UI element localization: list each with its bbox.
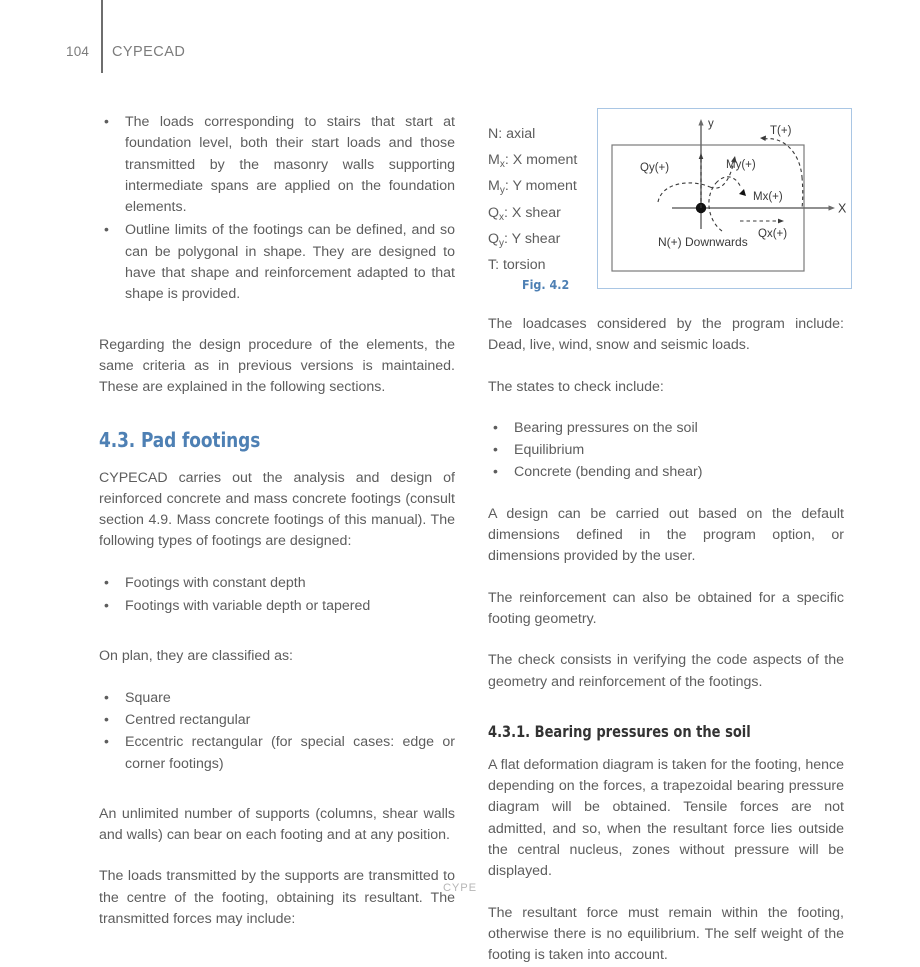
page-number: 104 (66, 44, 90, 59)
paragraph-flat-deformation: A flat deformation diagram is taken for the footing, hence depending on the forces, a trapezoidal bearing pressure diagram will be obtained. Tensile forces are not admitted, and so, when the resultant force lies outside the central nucleus, zones without pressure will be displayed. (488, 756, 844, 880)
t-arrowhead (760, 136, 766, 142)
list-item: • Footings with variable depth or tapered (99, 596, 455, 617)
annotation-my: My(+) (726, 159, 756, 171)
mx-arrowhead (739, 189, 746, 196)
list-item: • Square (99, 688, 455, 709)
legend-text: : X shear (504, 204, 561, 221)
paragraph-design-procedure: Regarding the design procedure of the elements, the same criteria as in previous versions is maintained. These are explained in the following sections. (99, 336, 455, 396)
states-to-check-list (488, 418, 844, 484)
heading-pad-footings: 4.3. Pad footings (99, 427, 261, 452)
list-item: • Outline limits of the footings can be defined, and so can be polygonal in shape. They are designed to have that shape and reinforcement adapted to that shape is provided. (99, 220, 455, 305)
legend-subscript: x (499, 211, 505, 223)
page-header (0, 0, 920, 80)
legend-item-t (488, 253, 593, 279)
legend-item-qx (488, 201, 593, 227)
figure-4-2 (597, 108, 852, 289)
mx-arc-lower (709, 183, 722, 231)
spacer (99, 637, 455, 646)
x-axis-label: X (838, 201, 847, 216)
t-arc-lower (802, 177, 803, 208)
annotation-t: T(+) (770, 125, 792, 137)
legend-subscript: y (499, 237, 505, 249)
loads-bullet-list (99, 112, 455, 306)
left-column (99, 112, 455, 930)
paragraph-states-intro: The states to check include: (488, 378, 664, 395)
list-item: • The loads corresponding to stairs that start at foundation level, both their start loads and those transmitted by the masonry walls supporting intermediate spans are applied on the foundation elements. (99, 112, 455, 218)
my-arc-left (658, 183, 710, 202)
figure-legend (488, 122, 593, 279)
paragraph-on-plan: On plan, they are classified as: (99, 648, 293, 665)
annotation-n-downwards: N(+) Downwards (658, 235, 748, 249)
list-item: • Equilibrium (488, 440, 844, 461)
plan-classification-list (99, 688, 455, 775)
legend-item-mx (488, 148, 593, 174)
legend-symbol: M (488, 152, 500, 169)
paragraph-cypecad-analysis: CYPECAD carries out the analysis and design of reinforced concrete and mass concrete footings (consult section 4.9. Mass concrete footings of this manual). The following types of footings are designed: (99, 469, 455, 550)
legend-symbol: M (488, 178, 500, 195)
spacer (488, 713, 844, 722)
legend-item-my (488, 174, 593, 200)
list-item: • Centred rectangular (99, 710, 455, 731)
force-convention-diagram (598, 109, 850, 287)
legend-subscript: y (499, 185, 505, 197)
header-divider-rule (101, 0, 103, 73)
y-axis-arrowhead (698, 119, 703, 126)
legend-symbol: N (488, 126, 499, 142)
paragraph-check-code: The check consists in verifying the code aspects of the geometry and reinforcement of the footings. (488, 652, 844, 690)
legend-item-n (488, 122, 593, 148)
x-axis-arrowhead (829, 205, 836, 210)
list-item: • Eccentric rectangular (for special cases: edge or corner footings) (99, 732, 455, 775)
annotation-qy: Qy(+) (640, 162, 670, 174)
legend-item-qy (488, 227, 593, 253)
page-footer: CYPE (442, 882, 478, 894)
paragraph-design-dimensions: A design can be carried out based on the default dimensions defined in the program option, or dimensions provided by the user. (488, 505, 844, 565)
list-item: • Concrete (bending and shear) (488, 462, 844, 483)
legend-symbol: T (488, 257, 496, 274)
right-column (488, 314, 844, 967)
spacer (99, 326, 455, 335)
qx-arrowhead (778, 219, 784, 224)
figure-caption: Fig. 4.2 (522, 277, 570, 292)
legend-symbol: Q (488, 230, 500, 247)
legend-text: : Y shear (504, 230, 561, 247)
paragraph-resultant-force: The resultant force must remain within the footing, otherwise there is no equilibrium. The self weight of the footing is taken into account. (488, 904, 844, 964)
legend-text: : axial (498, 126, 536, 142)
annotation-qx: Qx(+) (758, 228, 788, 240)
legend-symbol: Q (488, 204, 500, 221)
y-axis-label: y (708, 118, 714, 130)
spacer (99, 795, 455, 804)
list-item: • Bearing pressures on the soil (488, 418, 844, 439)
paragraph-transmitted-loads: The loads transmitted by the supports are transmitted to the centre of the footing, obtaining its resultant. The transmitted forces may include: (99, 868, 455, 928)
footing-types-list (99, 573, 455, 618)
paragraph-loadcases: The loadcases considered by the program include: Dead, live, wind, snow and seismic loads. (488, 316, 844, 354)
spacer (99, 419, 455, 428)
paragraph-unlimited-supports: An unlimited number of supports (columns, shear walls and walls) can bear on each footing and at any position. (99, 805, 455, 844)
legend-text: : torsion (495, 257, 546, 274)
legend-text: : Y moment (504, 178, 577, 195)
document-title: CYPECAD (112, 44, 186, 60)
legend-subscript: x (499, 159, 505, 171)
paragraph-reinforcement-geometry: The reinforcement can also be obtained for a specific footing geometry. (488, 589, 844, 627)
qy-arrowhead (699, 153, 704, 159)
heading-bearing-pressures: 4.3.1. Bearing pressures on the soil (488, 722, 751, 741)
legend-text: : X moment (504, 152, 578, 169)
list-item: • Footings with constant depth (99, 573, 455, 594)
annotation-mx: Mx(+) (753, 191, 783, 203)
